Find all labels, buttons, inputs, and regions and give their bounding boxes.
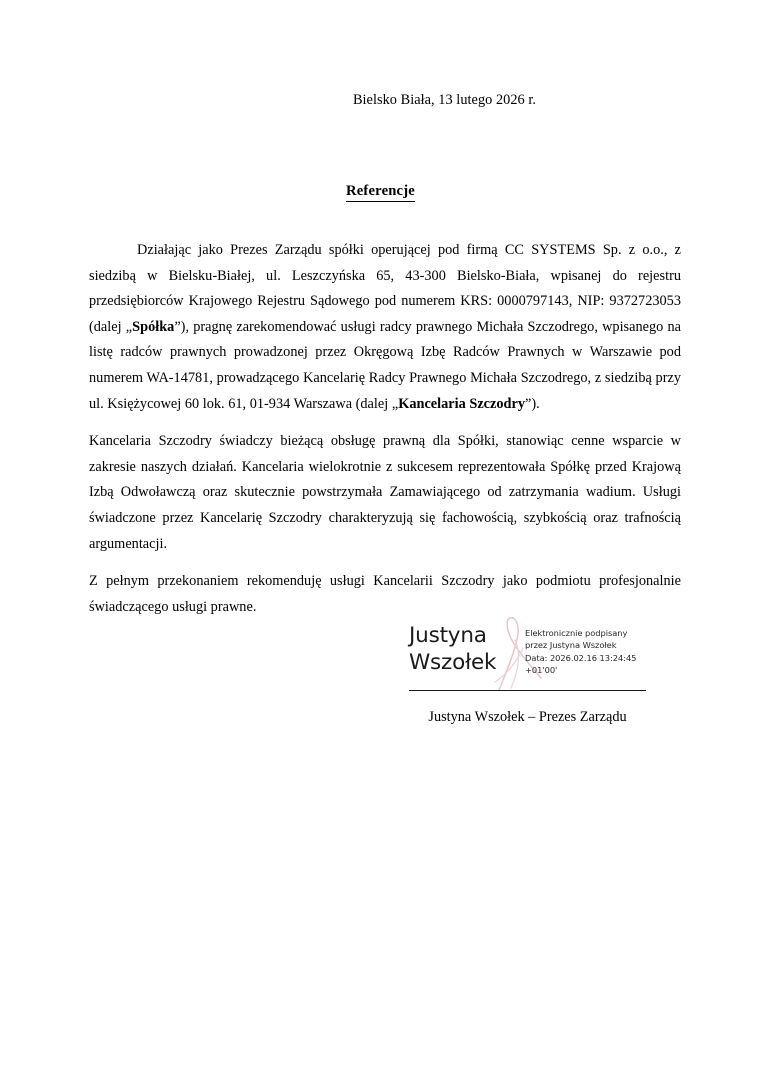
paragraph-intro: [89, 238, 681, 417]
signature-name-line-1: Justyna: [409, 623, 487, 648]
signature-meta-line-3: Data: 2026.02.16 13:24:45: [525, 652, 637, 663]
signature-name: [409, 622, 521, 676]
signature-meta-line-4: +01'00': [525, 665, 558, 676]
paragraph-intro-part-2: ”), pragnę zarekomendować usługi radcy prawnego Michała Szczodrego, wpisanego na listę radców prawnych prowadzonej przez Okręgową Izbę Radców Prawnych w Warszawie pod numerem WA-14781, prowadzącego Kancelarię Radcy Prawnego Michała Szczodrego, z siedzibą przy ul. Księżycowej 60 lok. 61, 01-934 Warszawa (dalej „: [89, 318, 682, 412]
paragraph-services: Kancelaria Szczodry świadczy bieżącą obsługę prawną dla Spółki, stanowiąc cenne wsparcie w zakresie naszych działań. Kancelaria wielokrotnie z sukcesem reprezentowała Spółkę przed Krajową Izbą Odwoławczą oraz skutecznie powstrzymała Zamawiającego od zatrzymania wadium. Usługi świadczone przez Kancelarię Szczodry charakteryzują się fachowością, szybkością oraz trafnością argumentacji.: [89, 433, 681, 552]
paragraph-recommendation: Z pełnym przekonaniem rekomenduję usługi Kancelarii Szczodry jako podmiotu profesjonalnie świadczącego usługi prawne.: [89, 573, 681, 615]
signature-caption: Justyna Wszołek – Prezes Zarządu: [428, 709, 627, 725]
digital-signature-block: [409, 618, 649, 690]
page-title-text: Referencje: [346, 181, 415, 202]
signature-name-line-2: Wszołek: [409, 650, 497, 675]
date-location-line: [89, 90, 680, 110]
signature-meta-line-2: przez Justyna Wszołek: [525, 640, 617, 651]
date-location-text: Bielsko Biała, 13 lutego 2026 r.: [352, 92, 537, 108]
signature-meta-line-1: Elektronicznie podpisany: [525, 628, 628, 638]
paragraph-intro-part-1: Działając jako Prezes Zarządu spółki operującej pod firmą CC SYSTEMS Sp. z o.o., z siedzibą w Bielsku-Białej, ul. Leszczyńska 65, 43-300 Bielsko-Biała, wpisanej do rejestru przedsiębiorców Krajowego Rejestru Sądowego pod numerem KRS: 0000797143, NIP: 9372723053 (dalej „: [89, 242, 681, 335]
signature-rule: [409, 690, 646, 691]
defined-term-kancelaria: Kancelaria Szczodry: [398, 395, 526, 412]
signature-metadata: [525, 627, 651, 677]
page-title: [89, 181, 680, 202]
defined-term-spolka: Spółka: [132, 318, 175, 335]
document-body: [89, 238, 681, 620]
paragraph-intro-part-3: ”).: [525, 395, 540, 412]
